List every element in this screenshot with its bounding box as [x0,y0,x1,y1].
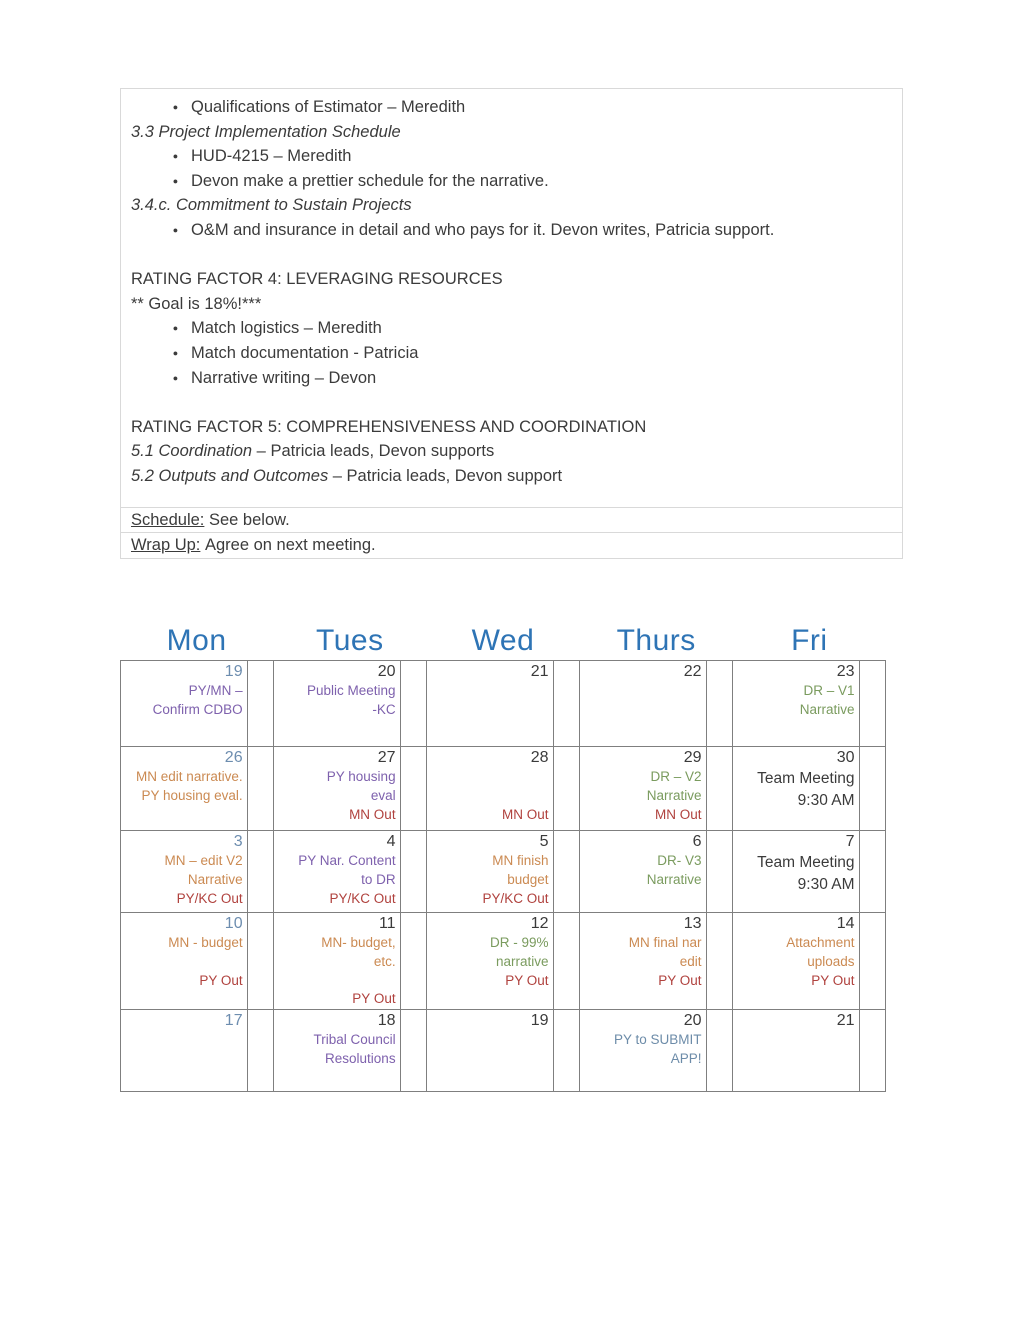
calendar-day-cell [732,747,859,831]
calendar-day-cell [732,831,859,913]
day-number: 21 [836,1012,855,1030]
calendar-header-tues: Tues [315,624,384,657]
day-note-line: budget [507,871,549,887]
day-note-line: MN Out [655,806,702,822]
calendar-day-cell [579,661,706,747]
day-note-line: Narrative [187,871,243,887]
calendar-day-cell [579,831,706,913]
calendar-header-fri: Fri [791,624,828,657]
spacer-cell [706,747,732,831]
day-note-line: DR - 99% [490,935,549,950]
wrapup-label: Wrap Up: [131,536,201,554]
day-note-line: PY housing [326,769,396,784]
calendar-day-cell [426,1010,553,1092]
day-note-line [123,953,243,972]
notes-line [131,390,888,415]
day-note-line: 9:30 AM [797,791,855,809]
day-number: 19 [530,1012,549,1030]
day-note-line [429,768,549,787]
day-note-line: Public Meeting [307,683,396,698]
day-note-line: etc. [373,953,396,969]
day-number: 5 [539,833,549,850]
calendar-day-cell [121,1010,248,1092]
meeting-notes-section [120,88,903,559]
calendar-week-row [121,831,886,913]
spacer-cell [706,831,732,913]
notes-line: RATING FACTOR 4: LEVERAGING RESOURCES [131,270,503,289]
calendar-header-mon: Mon [166,624,227,657]
bullet-icon: ● [172,151,179,162]
calendar-day-cell [426,913,553,1010]
day-number: 17 [224,1012,243,1030]
calendar-day-cell [579,1010,706,1092]
notes-line: ● Match documentation - Patricia [131,341,888,366]
calendar-day-cell [121,831,248,913]
day-note-line: MN Out [349,806,396,822]
wrapup-text: Agree on next meeting. [200,536,376,554]
day-number: 10 [224,915,243,932]
day-note-line: PY Out [658,972,702,988]
spacer-cell [553,913,579,1010]
day-number: 18 [377,1012,396,1030]
day-number: 11 [378,915,396,932]
spacer-cell [553,747,579,831]
day-note-line: narrative [496,953,549,969]
day-number: 26 [224,749,243,766]
spacer-cell [859,913,885,1010]
day-number: 29 [683,749,702,766]
day-number: 30 [836,749,855,766]
notes-line: ● O&M and insurance in detail and who pays for it. Devon writes, Patricia support. [131,218,888,243]
spacer-cell [400,913,426,1010]
calendar-week-row [121,747,886,831]
day-number: 4 [386,833,396,850]
day-note-line: PY/KC Out [176,890,243,906]
day-note-line: Narrative [646,787,702,803]
day-number: 6 [692,833,702,850]
day-note-line: MN final nar [628,935,702,950]
notes-line: ** Goal is 18%!*** [131,294,262,313]
notes-line: ● Devon make a prettier schedule for the narrative. [131,169,888,194]
calendar-day-cell [273,913,400,1010]
day-note-line: Tribal Council [313,1032,396,1048]
schedule-row [120,508,903,533]
day-note-line: edit [679,953,702,969]
spacer-cell [247,747,273,831]
calendar-day-cell [121,913,248,1010]
calendar-day-cell [732,913,859,1010]
day-note-line [429,787,549,806]
day-note-line: Narrative [646,871,702,887]
day-note-line: PY housing eval. [141,787,243,803]
day-number: 28 [530,749,549,766]
spacer-cell [859,1010,885,1092]
day-note-line: PY/KC Out [482,890,549,906]
day-note-line: Attachment [786,935,855,950]
day-note-line: -KC [372,701,396,717]
calendar-day-cell [121,747,248,831]
spacer-cell [400,1010,426,1092]
bullet-icon: ● [172,224,179,235]
spacer-cell [553,1010,579,1092]
spacer-cell [400,831,426,913]
calendar-day-cell [732,661,859,747]
day-number: 20 [683,1012,702,1030]
day-note-line: 9:30 AM [797,875,855,893]
schedule-text: See below. [204,510,290,529]
day-note-line: MN finish [492,853,549,868]
calendar-week-row [121,661,886,747]
day-note-line: DR- V3 [657,853,702,868]
bullet-icon: ● [172,175,179,186]
notes-line: 5.1 Coordination – Patricia leads, Devon supports [131,442,495,461]
day-number: 19 [224,663,243,680]
bullet-icon: ● [172,323,179,334]
bullet-icon: ● [172,102,179,112]
spacer-cell [706,661,732,747]
bullet-icon: ● [172,347,179,358]
notes-line: 5.2 Outputs and Outcomes – Patricia leads, Devon support [131,466,563,485]
day-note-line: Resolutions [325,1050,396,1066]
day-number: 21 [530,663,549,680]
day-note-line: DR – V1 [803,683,855,698]
day-note-line: MN- budget, [321,935,396,950]
day-number: 27 [377,749,396,766]
day-note-line: Confirm CDBO [152,701,243,717]
calendar-day-cell [732,1010,859,1092]
calendar-day-cell [426,747,553,831]
calendar-day-cell [273,1010,400,1092]
day-note-line: PY Out [352,991,396,1007]
day-note-line: Team Meeting [757,770,855,787]
bullet-icon: ● [172,372,179,383]
day-number: 22 [683,663,702,680]
day-number: 12 [530,915,549,932]
day-number: 23 [836,663,855,680]
spacer-cell [859,747,885,831]
day-note-line: PY/MN – [188,683,243,698]
notes-line: 3.3 Project Implementation Schedule [131,122,401,141]
day-number: 7 [845,833,855,850]
spacer-cell [553,831,579,913]
spacer-cell [247,831,273,913]
spacer-cell [706,1010,732,1092]
spacer-cell [247,913,273,1010]
day-number: 3 [233,833,243,850]
spacer-cell [553,661,579,747]
day-note-line: Team Meeting [757,854,855,871]
calendar-table-body [121,661,886,1092]
meeting-notes-body [120,88,903,508]
day-note-line: PY Out [505,972,549,988]
calendar-day-cell [121,661,248,747]
day-number: 14 [836,915,855,932]
calendar-day-cell [579,747,706,831]
wrapup-row [120,533,903,559]
day-note-line: PY to SUBMIT [614,1032,702,1048]
notes-line [131,243,888,268]
day-note-line: PY Out [199,972,243,988]
notes-line: RATING FACTOR 5: COMPREHENSIVENESS AND COORDINATION [131,417,647,436]
calendar [120,612,886,1092]
day-note-line: MN - budget [168,935,243,950]
calendar-day-cell [273,661,400,747]
spacer-cell [247,1010,273,1092]
day-number: 20 [377,663,396,680]
calendar-day-cell [273,831,400,913]
spacer-cell [247,661,273,747]
calendar-header-thurs: Thurs [616,624,696,657]
notes-line: ● Narrative writing – Devon [131,366,888,391]
day-note-line: eval [370,787,396,803]
day-note-line: MN Out [502,806,549,822]
day-note-line: MN edit narrative. [136,769,243,784]
spacer-cell [859,831,885,913]
day-note-line [276,972,396,991]
spacer-cell [400,661,426,747]
calendar-week-row [121,1010,886,1092]
calendar-day-cell [579,913,706,1010]
day-note-line: PY Nar. Content [298,853,396,868]
day-note-line: MN – edit V2 [164,853,243,868]
calendar-header-wed: Wed [471,624,535,657]
calendar-week-row [121,913,886,1010]
notes-line: ● Qualifications of Estimator – Meredith [131,95,888,120]
day-note-line: to DR [361,871,396,887]
schedule-label: Schedule: [131,510,205,529]
day-note-line: DR – V2 [650,769,702,784]
spacer-cell [859,661,885,747]
spacer-cell [706,913,732,1010]
notes-line: ● HUD-4215 – Meredith [131,144,888,169]
day-number: 13 [683,915,702,932]
calendar-day-cell [273,747,400,831]
day-note-line: PY Out [811,972,855,988]
calendar-day-cell [426,661,553,747]
day-note-line: uploads [807,953,855,969]
notes-line: 3.4.c. Commitment to Sustain Projects [131,196,412,215]
notes-line: ● Match logistics – Meredith [131,316,888,341]
day-note-line: PY/KC Out [329,890,396,906]
day-note-line: APP! [670,1050,702,1066]
spacer-cell [400,747,426,831]
calendar-header-row [120,612,886,660]
day-note-line: Narrative [799,701,855,717]
calendar-table [120,660,886,1092]
calendar-day-cell [426,831,553,913]
